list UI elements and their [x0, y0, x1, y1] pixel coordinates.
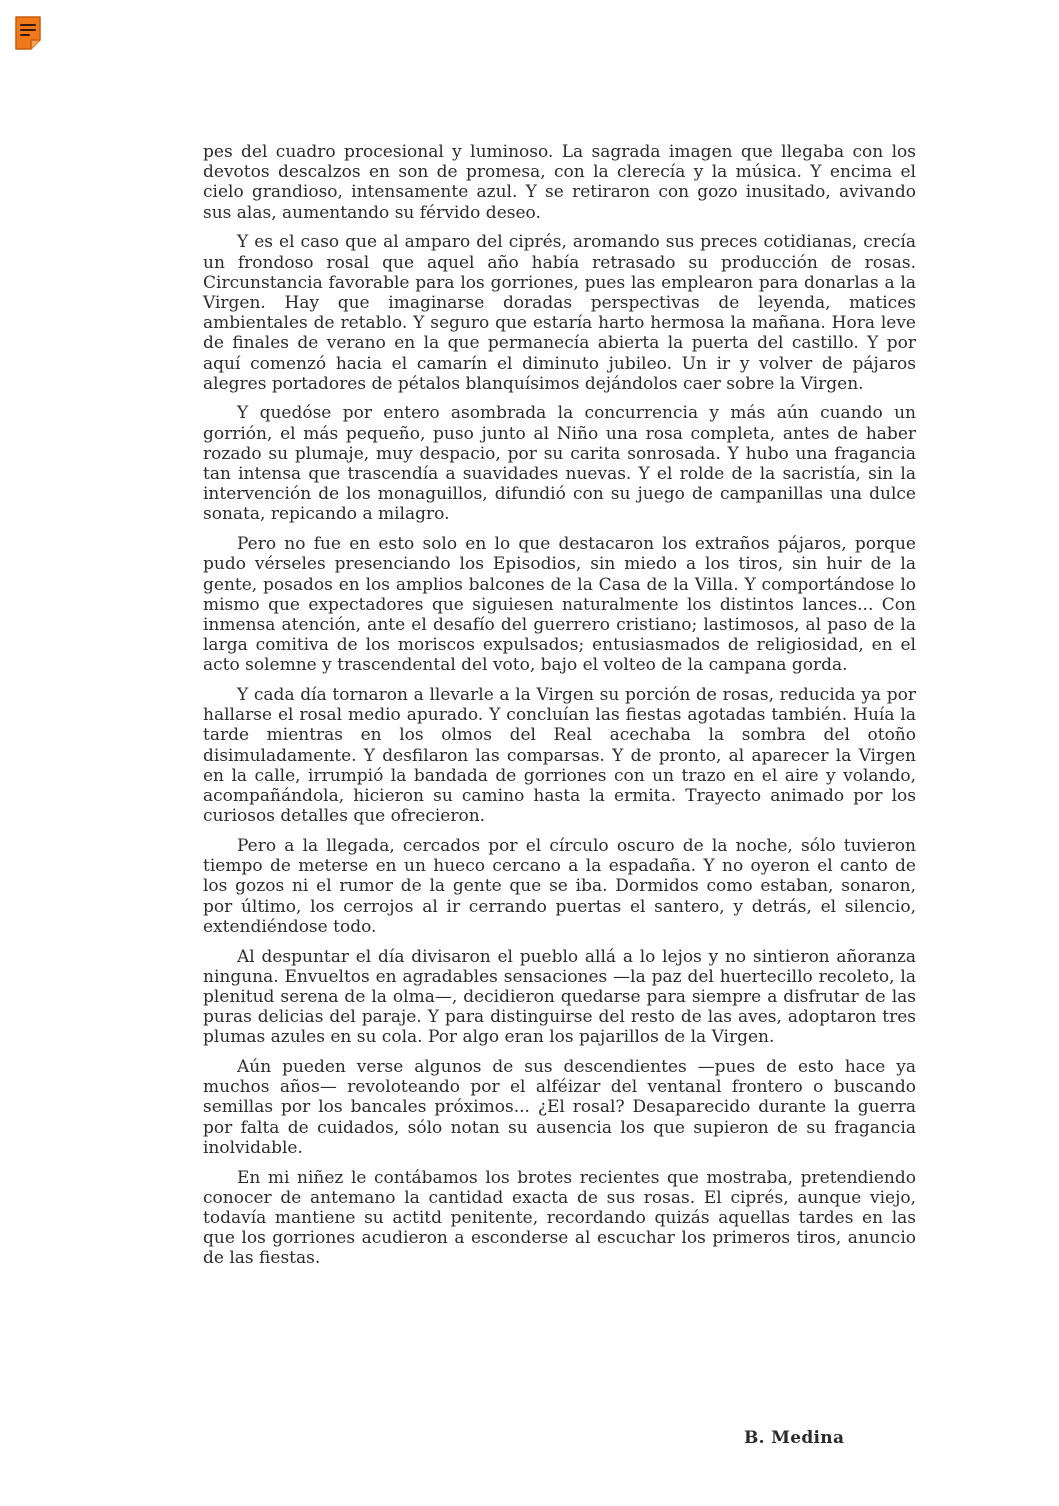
paragraph-5: Y cada día tornaron a llevarle a la Virgen su porción de rosas, reducida ya por hallarse el rosal medio apurado. Y concluían las fiestas agotadas también. Huía la tarde mientras en los olmos del Real acechaba la sombra del otoño disimuladamente. Y desfilaron las comparsas. Y de pronto, al aparecer la Virgen en la calle, irrumpió la bandada de gorriones con un trazo en el aire y volando, acompañándola, hicieron su camino hasta la ermita. Trayecto animado por los curiosos detalles que ofrecieron.: [203, 685, 916, 827]
note-icon[interactable]: [13, 15, 43, 51]
article-body: [203, 142, 916, 1278]
paragraph-6: Pero a la llegada, cercados por el círculo oscuro de la noche, sólo tuvieron tiempo de meterse en un hueco cercano a la espadaña. Y no oyeron el canto de los gozos ni el rumor de la gente que se iba. Dormidos como estaban, sonaron, por último, los cerrojos al ir cerrando puertas el santero, y detrás, el silencio, extendiéndose todo.: [203, 836, 916, 937]
paragraph-1: pes del cuadro procesional y luminoso. La sagrada imagen que llegaba con los devotos descalzos en son de promesa, con la clerecía y la música. Y encima el cielo grandioso, intensamente azul. Y se retiraron con gozo inusitado, avivando sus alas, aumentando su férvido deseo.: [203, 142, 916, 223]
paragraph-8: Aún pueden verse algunos de sus descendientes —pues de esto hace ya muchos años— revoloteando por el alféizar del ventanal frontero o buscando semillas por los bancales próximos... ¿El rosal? Desaparecido durante la guerra por falta de cuidados, sólo notan su ausencia los que supieron de su fragancia inolvidable.: [203, 1057, 916, 1158]
paragraph-2: Y es el caso que al amparo del ciprés, aromando sus preces cotidianas, crecía un frondoso rosal que aquel año había retrasado su producción de rosas. Circunstancia favorable para los gorriones, pues las emplearon para donarlas a la Virgen. Hay que imaginarse doradas perspectivas de leyenda, matices ambientales de retablo. Y seguro que estaría harto hermosa la mañana. Hora leve de finales de verano en la que permanecía abierta la puerta del castillo. Y por aquí comenzó hacia el camarín el diminuto jubileo. Un ir y volver de pájaros alegres portadores de pétalos blanquísimos dejándolos caer sobre la Virgen.: [203, 232, 916, 394]
paragraph-7: Al despuntar el día divisaron el pueblo allá a lo lejos y no sintieron añoranza ninguna. Envueltos en agradables sensaciones —la paz del huertecillo recoleto, la plenitud serena de la olma—, decidieron quedarse para siempre a disfrutar de las puras delicias del paraje. Y para distinguirse del resto de las aves, adoptaron tres plumas azules en su cola. Por algo eran los pajarillos de la Virgen.: [203, 946, 916, 1048]
author-signature: B. Medina: [744, 1428, 845, 1448]
paragraph-9: En mi niñez le contábamos los brotes recientes que mostraba, pretendiendo conocer de antemano la cantidad exacta de sus rosas. El ciprés, aunque viejo, todavía mantiene su actitd penitente, recordando quizás aquellas tardes en las que los gorriones acudieron a esconderse al escuchar los primeros tiros, anuncio de las fiestas.: [203, 1167, 916, 1269]
paragraph-4: Pero no fue en esto solo en lo que destacaron los extraños pájaros, porque pudo vérseles presenciando los Episodios, sin miedo a los tiros, sin huir de la gente, posados en los amplios balcones de la Casa de la Villa. Y comportándose lo mismo que expectadores que siguiesen naturalmente los distintos lances... Con inmensa atención, ante el desafío del guerrero cristiano; lastimosos, al paso de la larga comitiva de los moriscos expulsados; entusiasmados de religiosidad, en el acto solemne y trascendental del voto, bajo el volteo de la campana gorda.: [203, 534, 916, 676]
paragraph-3: Y quedóse por entero asombrada la concurrencia y más aún cuando un gorrión, el más pequeño, puso junto al Niño una rosa completa, antes de haber rozado su plumaje, muy despacio, por su carita sonrosada. Y hubo una fragancia tan intensa que trascendía a suavidades nuevas. Y el rolde de la sacristía, sin la intervención de los monaguillos, difundió con su juego de campanillas una dulce sonata, repicando a milagro.: [203, 403, 916, 525]
